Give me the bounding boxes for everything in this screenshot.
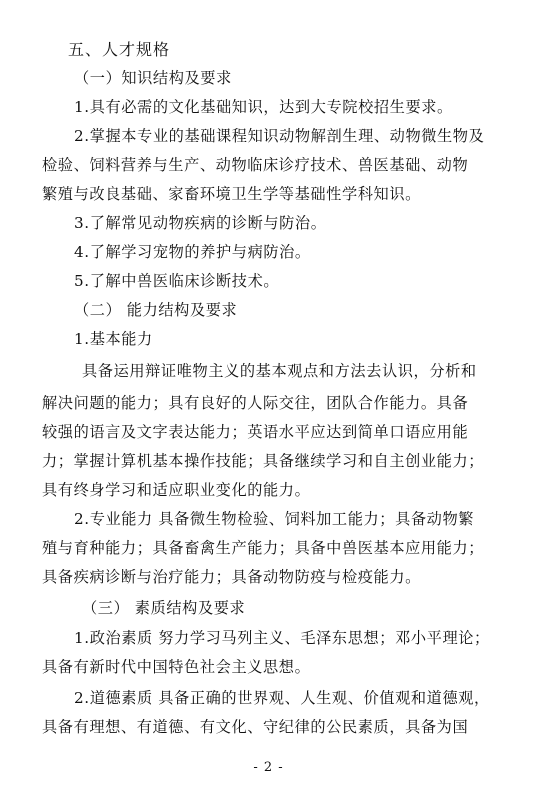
knowledge-item-4: 4.了解学习宠物的养护与病防治。: [74, 243, 311, 261]
ability-subheading: （二） 能力结构及要求: [74, 301, 238, 319]
knowledge-subheading: （一）知识结构及要求: [74, 69, 232, 87]
knowledge-item-2-line-3: 繁殖与改良基础、家畜环境卫生学等基础性学科知识。: [42, 185, 421, 203]
basic-ability-line-5: 具有终身学习和适应职业变化的能力。: [42, 481, 311, 499]
political-quality-line-1: 1.政治素质 努力学习马列主义、毛泽东思想；邓小平理论；: [74, 629, 490, 647]
basic-ability-line-2: 解决问题的能力；具有良好的人际交往，团队合作能力。具备: [42, 394, 469, 412]
professional-ability-line-1: 2.专业能力 具备微生物检验、饲料加工能力；具备动物繁: [74, 510, 475, 528]
knowledge-item-5: 5.了解中兽医临床诊断技术。: [74, 272, 280, 290]
basic-ability-line-3: 较强的语言及文字表达能力；英语水平应达到简单口语应用能: [42, 423, 469, 441]
political-quality-line-2: 具备有新时代中国特色社会主义思想。: [42, 658, 311, 676]
professional-ability-line-2: 殖与育种能力；具备畜禽生产能力；具备中兽医基本应用能力；: [42, 539, 485, 557]
quality-subheading: （三） 素质结构及要求: [82, 599, 246, 617]
section-heading: 五、人才规格: [68, 40, 171, 59]
basic-ability-line-4: 力；掌握计算机基本操作技能；具备继续学习和自主创业能力；: [42, 452, 485, 470]
knowledge-item-2-line-1: 2.掌握本专业的基础课程知识动物解剖生理、动物微生物及: [74, 127, 485, 145]
page-number: - 2 -: [253, 760, 284, 775]
basic-ability-line-1: 具备运用辩证唯物主义的基本观点和方法去认识，分析和: [82, 362, 477, 380]
professional-ability-line-3: 具备疾病诊断与治疗能力；具备动物防疫与检疫能力。: [42, 568, 421, 586]
moral-quality-line-1: 2.道德素质 具备正确的世界观、人生观、价值观和道德观，: [74, 689, 490, 707]
knowledge-item-1: 1.具有必需的文化基础知识，达到大专院校招生要求。: [74, 98, 453, 116]
moral-quality-line-2: 具备有理想、有道德、有文化、守纪律的公民素质，具备为国: [42, 718, 469, 736]
basic-ability-title: 1.基本能力: [74, 330, 153, 348]
knowledge-item-2-line-2: 检验、饲料营养与生产、动物临床诊疗技术、兽医基础、动物: [42, 156, 469, 174]
knowledge-item-3: 3.了解常见动物疾病的诊断与防治。: [74, 214, 327, 232]
